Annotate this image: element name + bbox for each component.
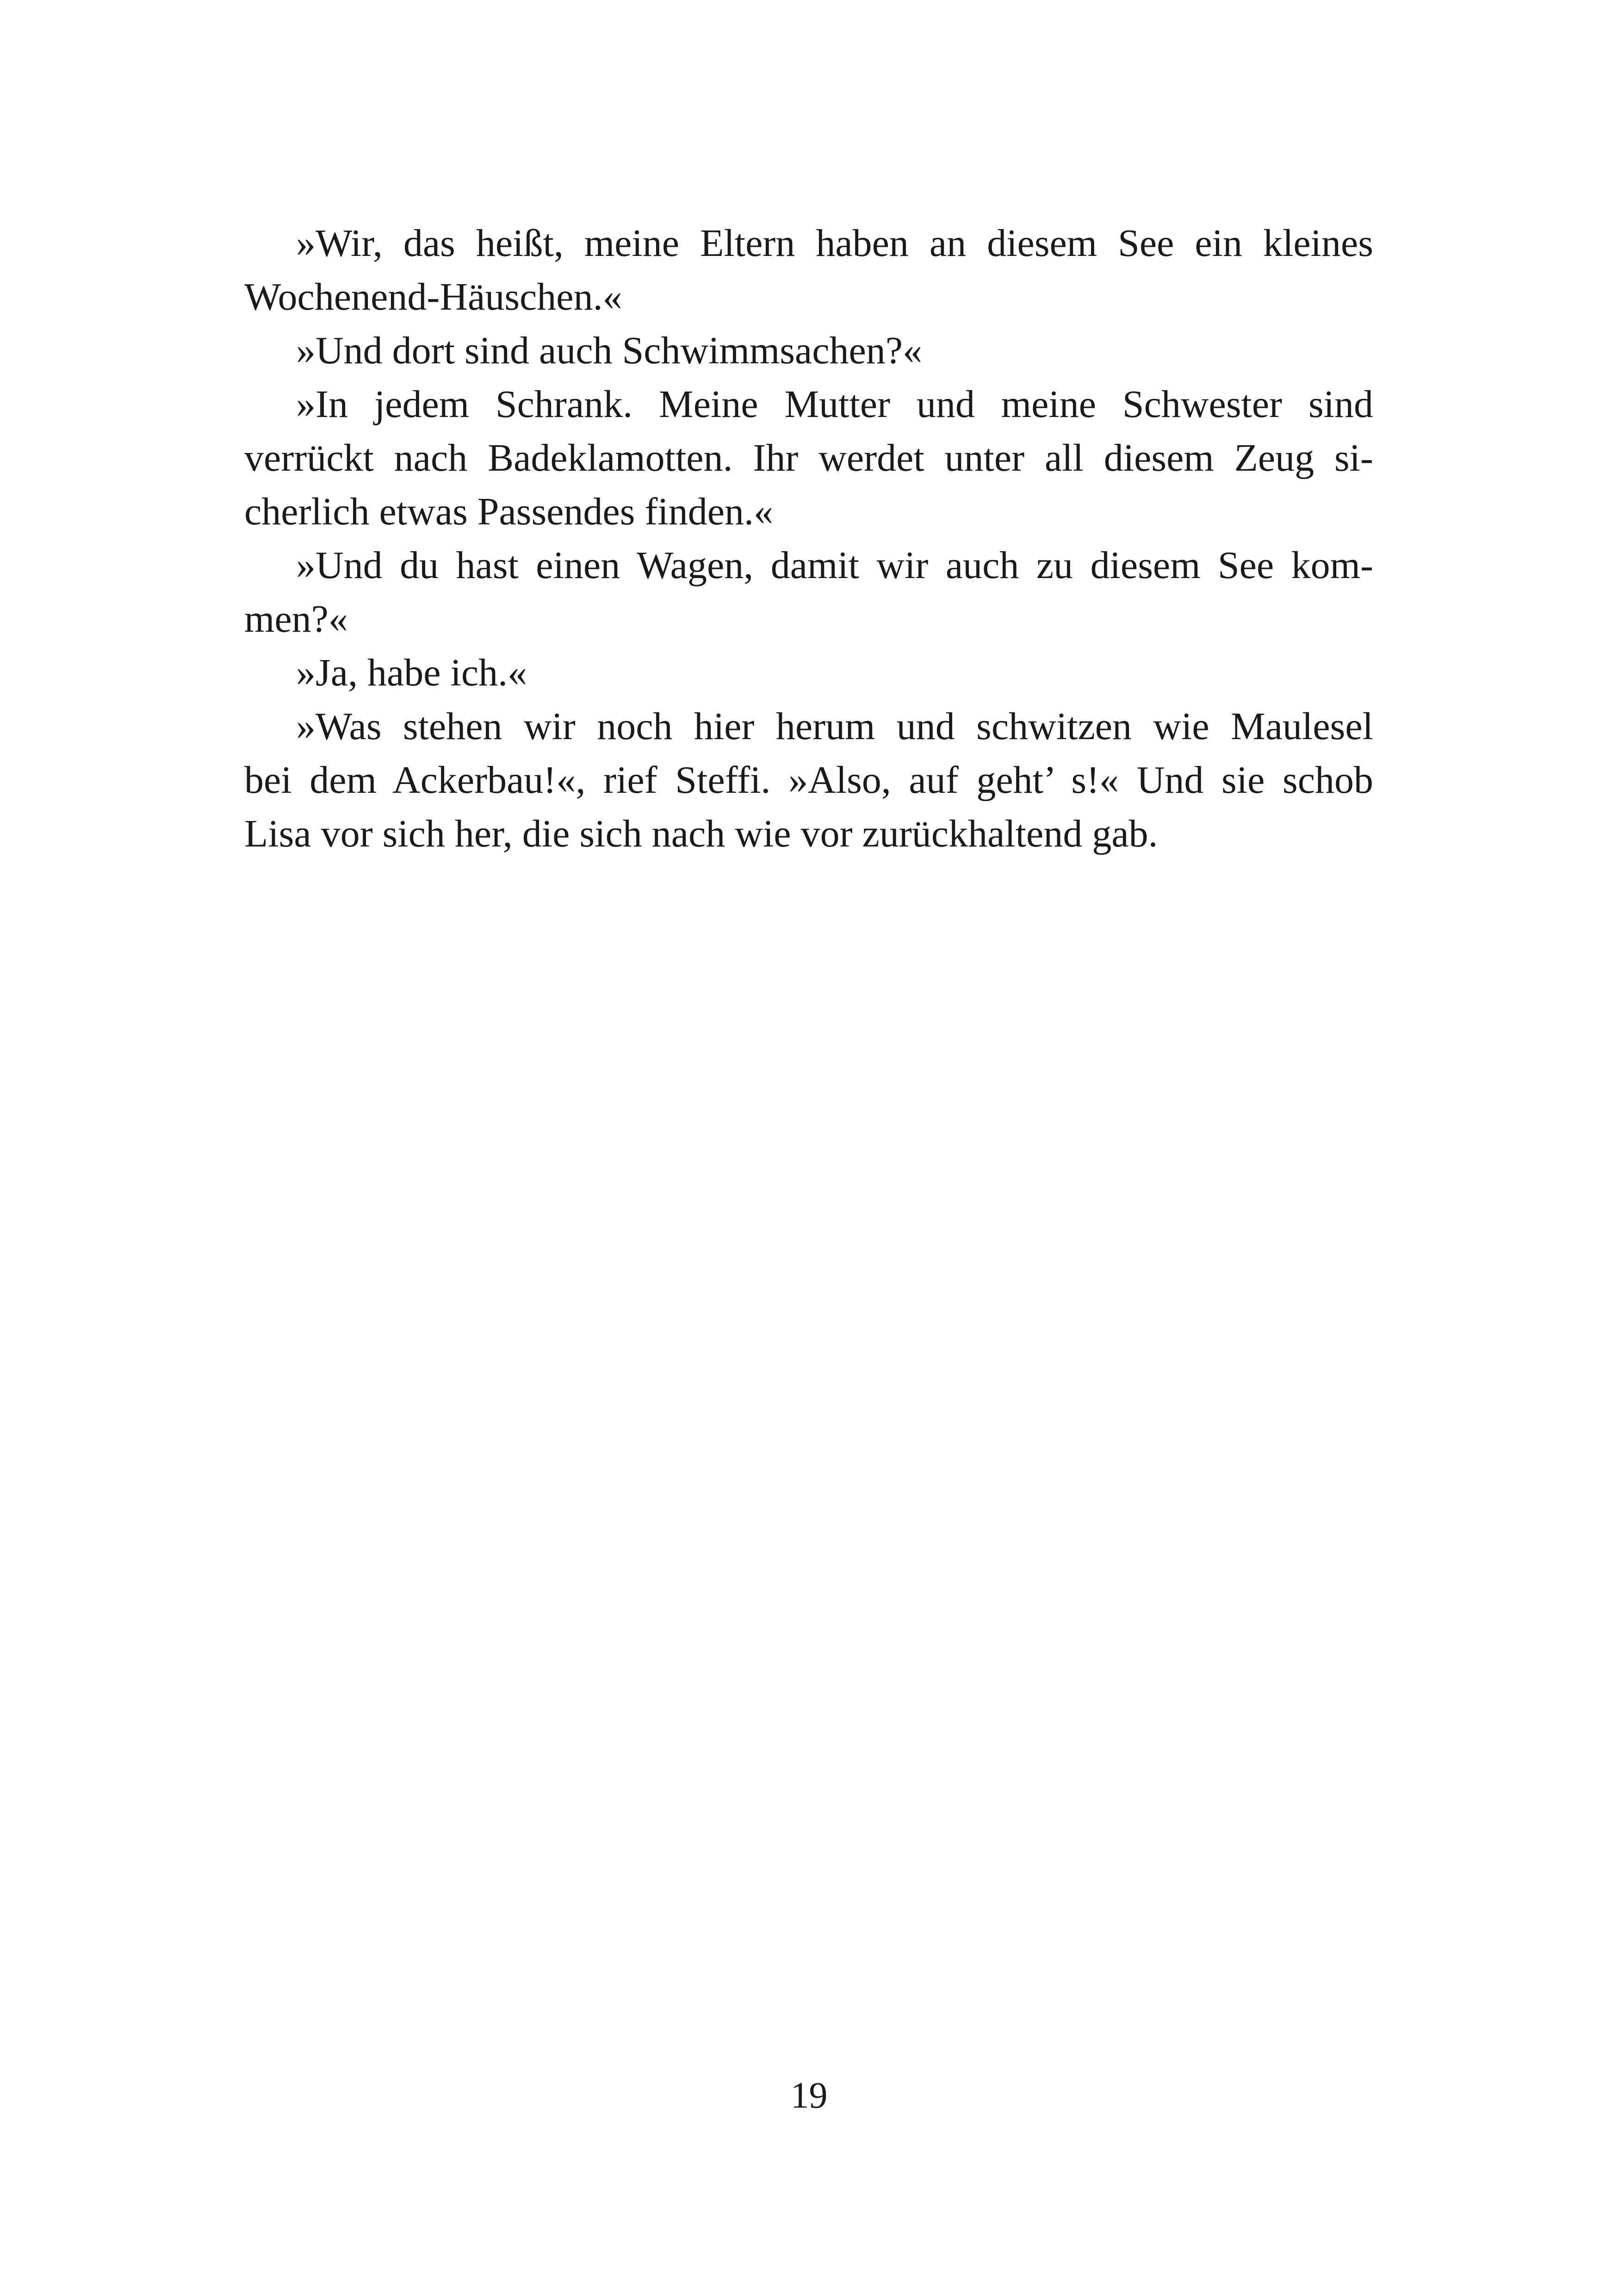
text-line: »Was stehen wir noch hier herum und schwitzen wie Maulesel <box>296 705 1373 748</box>
text-line: »Und dort sind auch Schwimmsachen?« <box>296 329 923 372</box>
text-line: »Wir, das heißt, meine Eltern haben an diesem See ein kleines <box>296 222 1373 265</box>
text-line: »In jedem Schrank. Meine Mutter und meine Schwester sind <box>296 383 1373 426</box>
text-line: verrückt nach Badeklamotten. Ihr werdet unter all diesem Zeug si- <box>244 436 1373 479</box>
page-number: 19 <box>790 2075 828 2116</box>
text-line: men?« <box>244 597 348 641</box>
text-line: Lisa vor sich her, die sich nach wie vor zurückhaltend gab. <box>244 812 1158 855</box>
body-text <box>244 217 1373 861</box>
text-line: bei dem Ackerbau!«, rief Steffi. »Also, auf geht’ s!« Und sie schob <box>244 759 1373 802</box>
text-line: »Ja, habe ich.« <box>296 651 527 694</box>
text-line: »Und du hast einen Wagen, damit wir auch zu diesem See kom- <box>296 544 1373 587</box>
text-line: Wochenend-Häuschen.« <box>244 275 622 318</box>
text-line: cherlich etwas Passendes finden.« <box>244 490 773 533</box>
